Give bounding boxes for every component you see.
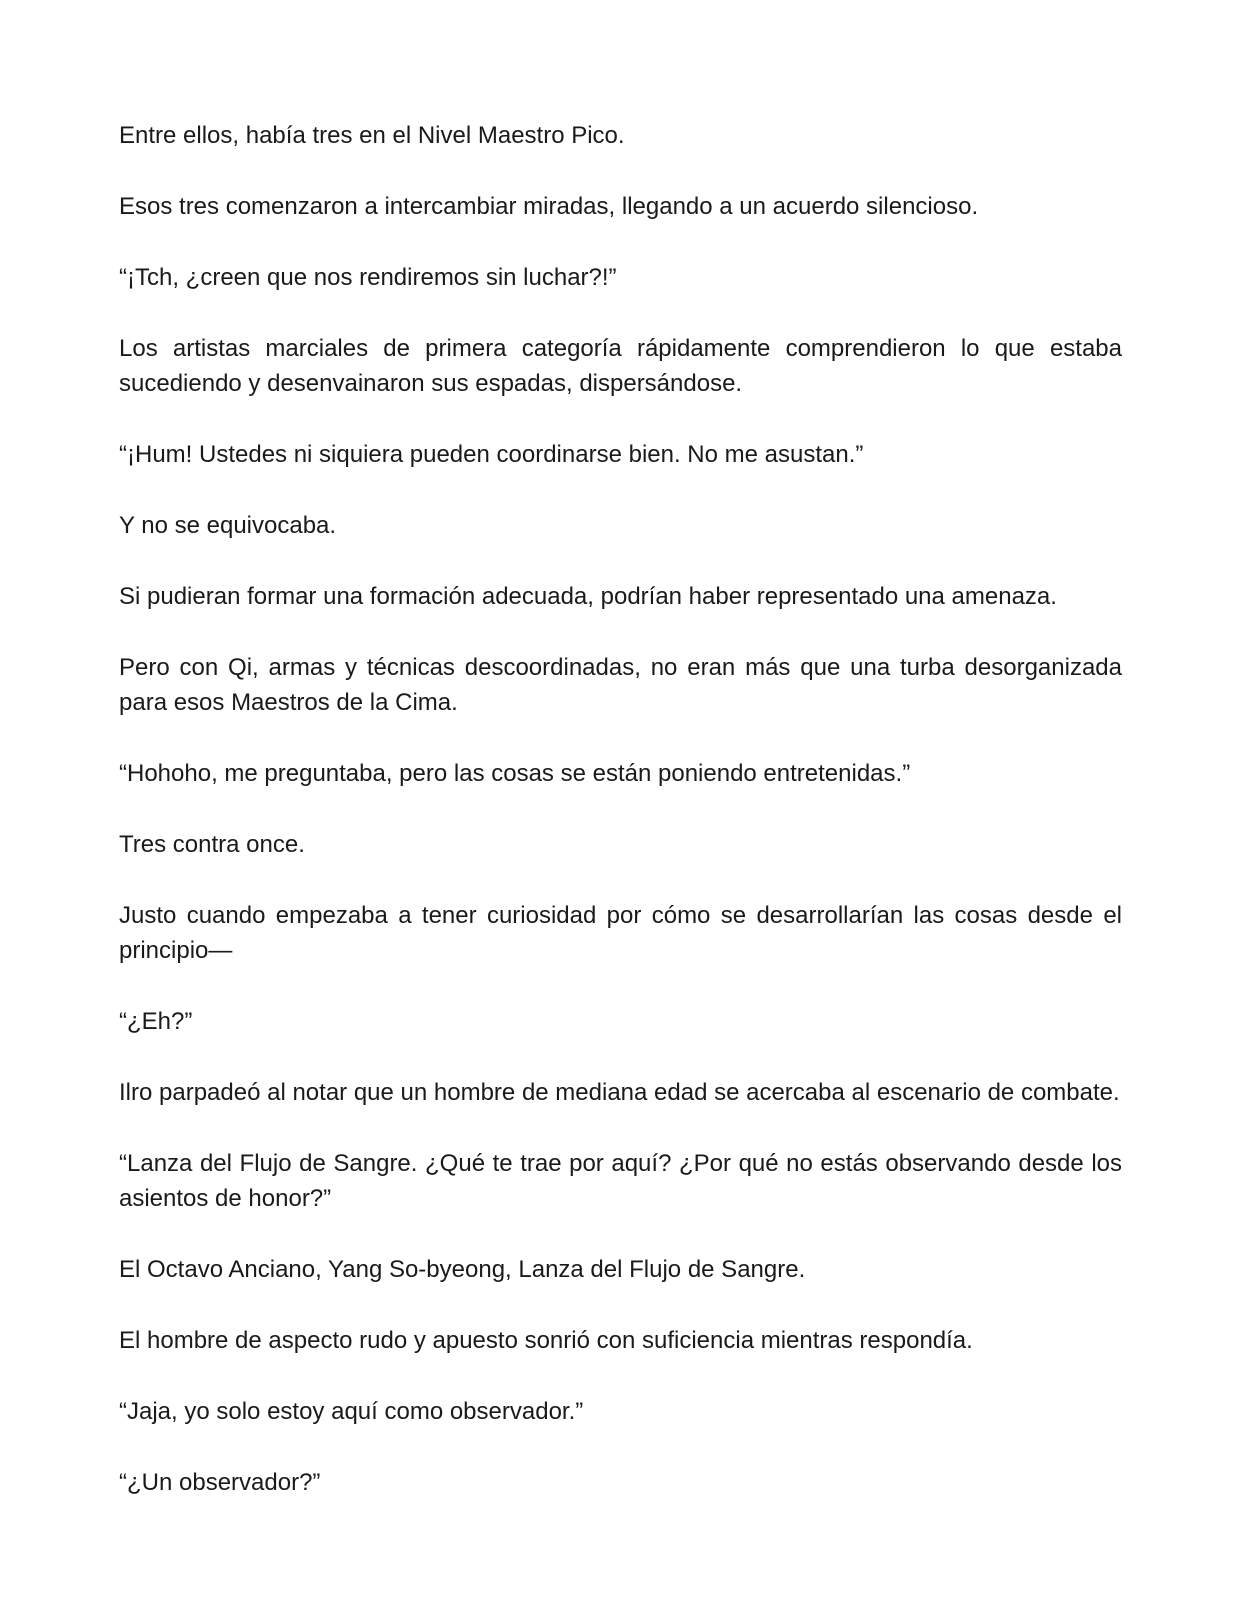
- paragraph: Tres contra once.: [119, 831, 305, 858]
- paragraph: El hombre de aspecto rudo y apuesto sonrió con suficiencia mientras respondía.: [119, 1327, 973, 1354]
- paragraph: Justo cuando empezaba a tener curiosidad por cómo se desarrollarían las cosas desde el principio—: [119, 902, 1122, 964]
- document-body: [119, 118, 1122, 1500]
- paragraph: Pero con Qi, armas y técnicas descoordinadas, no eran más que una turba desorganizada para esos Maestros de la Cima.: [119, 654, 1122, 716]
- paragraph: “¡Tch, ¿creen que nos rendiremos sin luchar?!”: [119, 264, 617, 291]
- paragraph: “¡Hum! Ustedes ni siquiera pueden coordinarse bien. No me asustan.”: [119, 441, 864, 468]
- paragraph: “Jaja, yo solo estoy aquí como observador.”: [119, 1398, 584, 1425]
- paragraph: Esos tres comenzaron a intercambiar miradas, llegando a un acuerdo silencioso.: [119, 193, 979, 220]
- paragraph: Ilro parpadeó al notar que un hombre de mediana edad se acercaba al escenario de combate.: [119, 1079, 1120, 1106]
- paragraph: El Octavo Anciano, Yang So-byeong, Lanza del Flujo de Sangre.: [119, 1256, 806, 1283]
- paragraph: Entre ellos, había tres en el Nivel Maestro Pico.: [119, 122, 625, 149]
- paragraph: “¿Un observador?”: [119, 1469, 321, 1496]
- paragraph: Los artistas marciales de primera categoría rápidamente comprendieron lo que estaba sucediendo y desenvainaron sus espadas, dispersándose.: [119, 335, 1122, 397]
- paragraph: “Hohoho, me preguntaba, pero las cosas se están poniendo entretenidas.”: [119, 760, 911, 787]
- paragraph: Y no se equivocaba.: [119, 512, 337, 539]
- paragraph: “¿Eh?”: [119, 1008, 193, 1035]
- paragraph: “Lanza del Flujo de Sangre. ¿Qué te trae por aquí? ¿Por qué no estás observando desde los asientos de honor?”: [119, 1150, 1122, 1212]
- paragraph: Si pudieran formar una formación adecuada, podrían haber representado una amenaza.: [119, 583, 1057, 610]
